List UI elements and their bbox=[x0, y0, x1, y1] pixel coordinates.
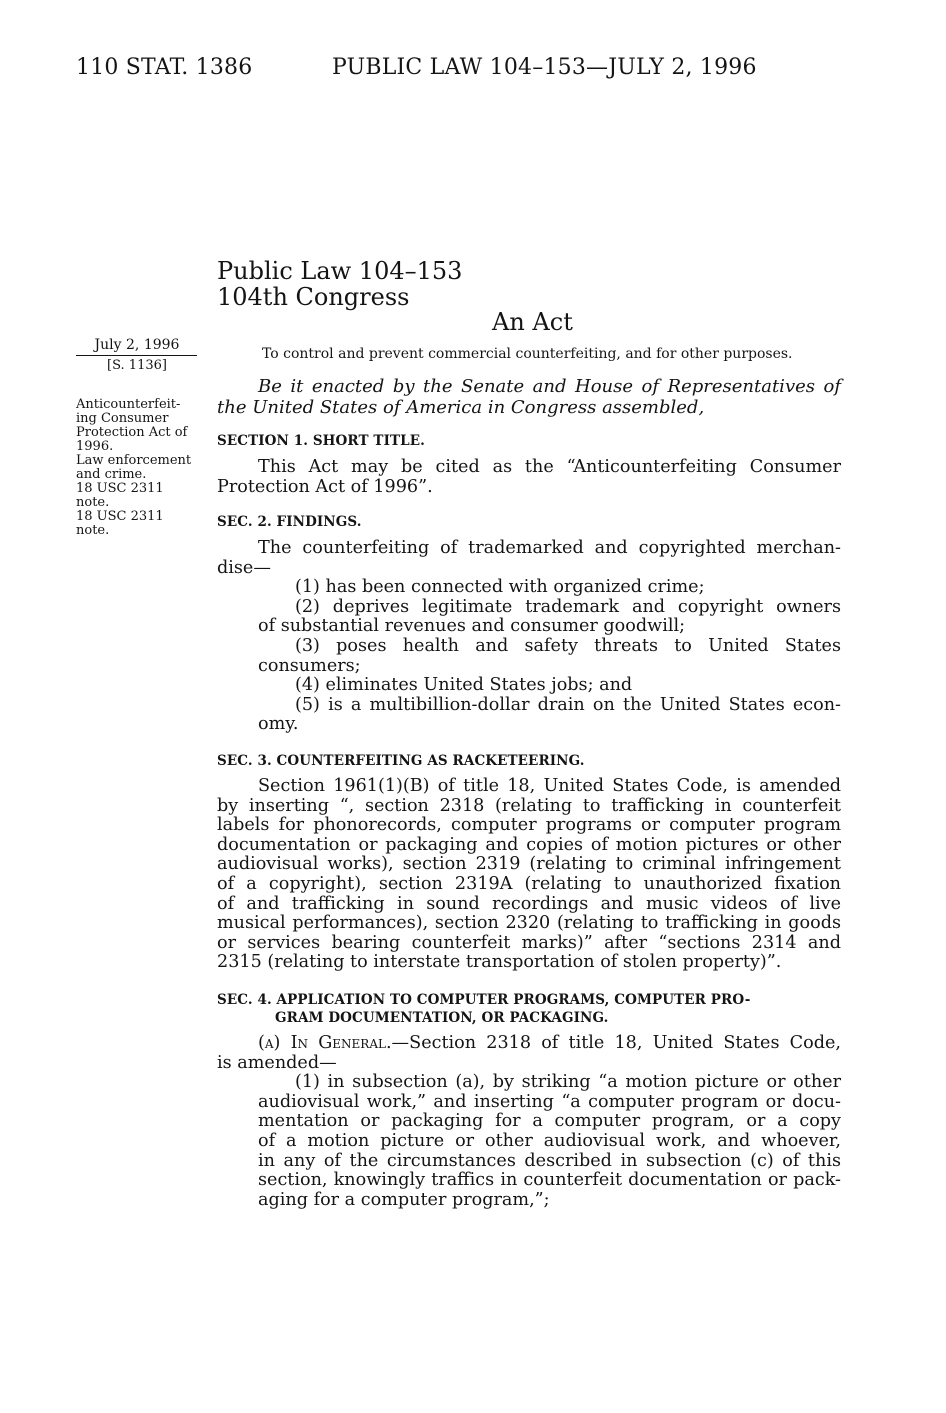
text-line: Section 1961(1)(B) of title 18, United States Code, is amended bbox=[258, 776, 841, 796]
text-line: Protection Act of 1996”. bbox=[217, 476, 433, 497]
subsection-a-label: (a) In General. bbox=[258, 1033, 392, 1053]
margin-note-line: note. bbox=[76, 495, 110, 510]
finding-item: (1) has been connected with organized crime; bbox=[295, 577, 705, 598]
text-line: musical performances), section 2320 (relating to trafficking in goods bbox=[217, 913, 841, 934]
finding-item-continued: consumers; bbox=[258, 655, 361, 676]
section-3-text bbox=[217, 777, 841, 973]
page-reference: 110 STAT. 1386 bbox=[76, 55, 253, 80]
margin-bill-number: [S. 1136] bbox=[107, 358, 167, 373]
margin-note-line: Anticounterfeit- bbox=[76, 397, 181, 412]
text-line: of a motion picture or other audiovisual work, and whoever, bbox=[258, 1130, 841, 1151]
section-1-text bbox=[217, 458, 841, 497]
law-number: Public Law 104–153 bbox=[217, 257, 463, 285]
text-line: of a copyright), section 2319A (relating to unauthorized fixation bbox=[217, 873, 841, 894]
section-2-text bbox=[217, 539, 841, 735]
finding-item: (5) is a multibillion-dollar drain on the United States econ- bbox=[295, 694, 841, 715]
margin-note-line: note. bbox=[76, 523, 110, 538]
margin-date: July 2, 1996 bbox=[94, 337, 180, 353]
finding-item-continued: of substantial revenues and consumer goodwill; bbox=[258, 616, 686, 637]
text-line: by inserting “, section 2318 (relating to trafficking in counterfeit bbox=[217, 795, 841, 816]
section-1-heading: SECTION 1. SHORT TITLE. bbox=[217, 433, 425, 449]
section-4-text bbox=[217, 1034, 841, 1210]
text-line: of and trafficking in sound recordings and music videos of live bbox=[217, 893, 841, 914]
section-2-heading: SEC. 2. FINDINGS. bbox=[217, 514, 362, 530]
section-4-heading-continued: GRAM DOCUMENTATION, OR PACKAGING. bbox=[275, 1010, 609, 1026]
text-line: or services bearing counterfeit marks)” after “sections 2314 and bbox=[217, 932, 841, 953]
text-line: (1) in subsection (a), by striking “a motion picture or other bbox=[295, 1072, 841, 1093]
margin-note-line: Protection Act of bbox=[76, 425, 188, 440]
enacting-clause: Be it enacted by the Senate and House of Representatives of the United States of America in Congress assembled, bbox=[217, 376, 841, 418]
text-line: dise— bbox=[217, 557, 271, 578]
finding-item: (3) poses health and safety threats to United States bbox=[295, 635, 841, 656]
section-4-heading: SEC. 4. APPLICATION TO COMPUTER PROGRAMS, COMPUTER PRO- bbox=[217, 992, 751, 1008]
act-purpose: To control and prevent commercial counterfeiting, and for other purposes. bbox=[262, 346, 793, 362]
margin-note-line: ing Consumer bbox=[76, 411, 169, 426]
text-line: is amended— bbox=[217, 1052, 337, 1073]
margin-rule bbox=[76, 355, 197, 356]
finding-item: (4) eliminates United States jobs; and bbox=[295, 675, 633, 696]
subsection-a-text: —Section 2318 of title 18, United States Code, bbox=[391, 1033, 841, 1053]
text-line: labels for phonorecords, computer programs or computer program bbox=[217, 815, 841, 836]
text-line: This Act may be cited as the “Anticounterfeiting Consumer bbox=[258, 457, 841, 477]
margin-note-line: Law enforcement bbox=[76, 453, 192, 468]
subsection-a-line bbox=[217, 1034, 841, 1054]
margin-note-line: 1996. bbox=[76, 439, 114, 454]
act-heading: An Act bbox=[492, 308, 573, 336]
congress-number: 104th Congress bbox=[217, 283, 410, 311]
text-line: documentation or packaging and copies of motion pictures or other bbox=[217, 834, 841, 855]
running-title: PUBLIC LAW 104–153—JULY 2, 1996 bbox=[332, 55, 757, 80]
text-line: 2315 (relating to interstate transportation of stolen property)”. bbox=[217, 952, 782, 973]
margin-note-line: 18 USC 2311 bbox=[76, 509, 164, 524]
finding-item-continued: omy. bbox=[258, 714, 299, 735]
margin-notes bbox=[76, 398, 206, 538]
finding-item: (2) deprives legitimate trademark and copyright owners bbox=[295, 596, 841, 617]
text-line: in any of the circumstances described in subsection (c) of this bbox=[258, 1150, 841, 1171]
margin-note-line: and crime. bbox=[76, 467, 147, 482]
text-line: mentation or packaging for a computer program, or a copy bbox=[258, 1111, 841, 1132]
section-3-heading: SEC. 3. COUNTERFEITING AS RACKETEERING. bbox=[217, 753, 585, 769]
text-line: aging for a computer program,”; bbox=[258, 1189, 550, 1210]
margin-note-line: 18 USC 2311 bbox=[76, 481, 164, 496]
text-line: audiovisual work,” and inserting “a computer program or docu- bbox=[258, 1091, 841, 1112]
text-line: section, knowingly traffics in counterfeit documentation or pack- bbox=[258, 1170, 841, 1191]
amendment-item-1 bbox=[258, 1073, 841, 1210]
text-line: The counterfeiting of trademarked and copyrighted merchan- bbox=[258, 538, 841, 558]
text-line: audiovisual works), section 2319 (relating to criminal infringement bbox=[217, 854, 841, 875]
findings-list bbox=[258, 578, 841, 735]
